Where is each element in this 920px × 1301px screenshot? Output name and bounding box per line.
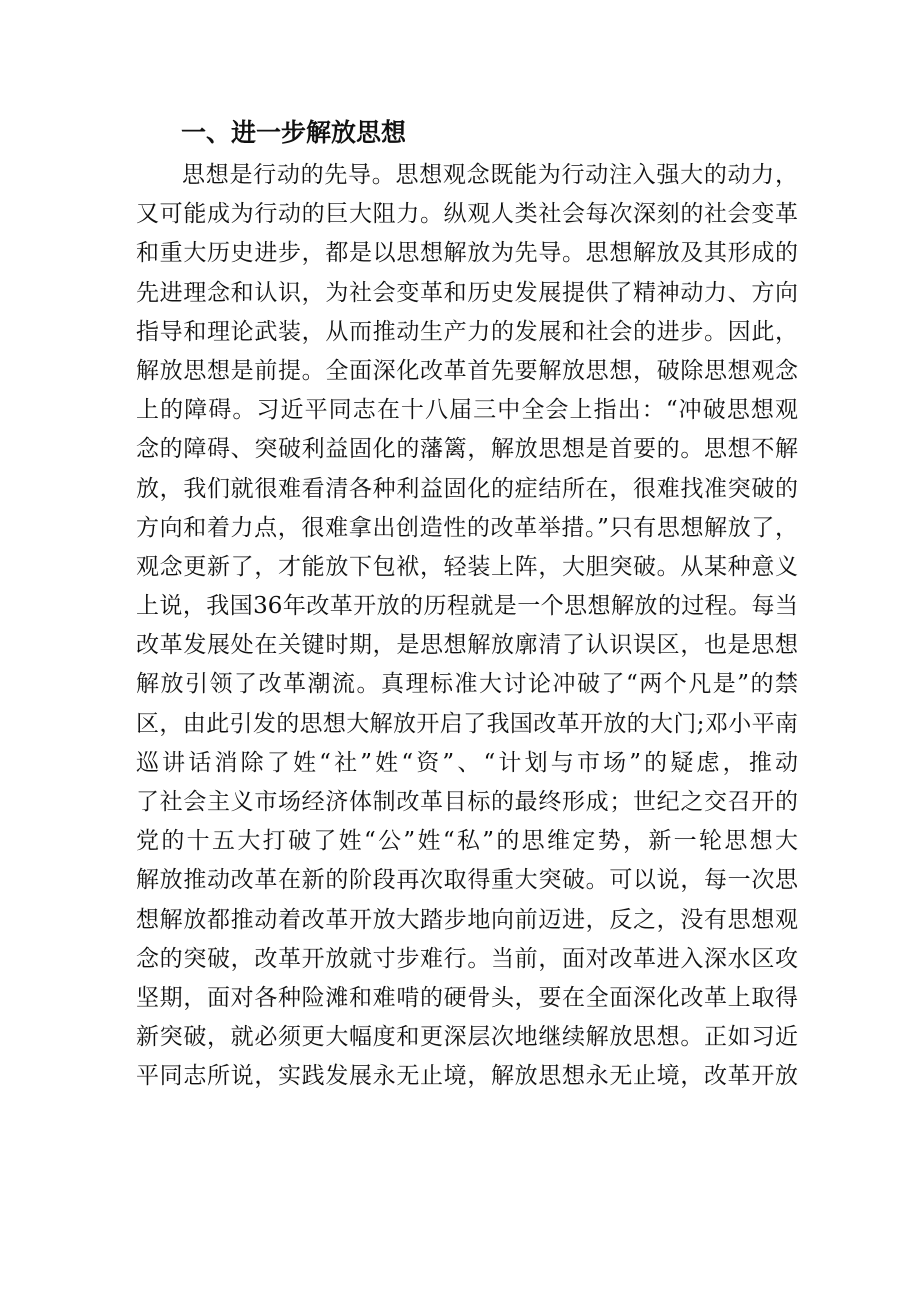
text-line: 观念更新了，才能放下包袱，轻装上阵，大胆突破。从某种意义 [136,553,798,580]
text-line: 思想是行动的先导。思想观念既能为行动注入强大的动力， [182,162,798,188]
text-line: 解放推动改革在新的阶段再次取得重大突破。可以说，每一次思 [136,867,798,894]
text-line: 念的障碍、突破利益固化的藩篱，解放思想是首要的。思想不解 [136,436,798,463]
text-line: 放，我们就很难看清各种利益固化的症结所在，很难找准突破的 [136,475,798,502]
text-line: 念的突破，改革开放就寸步难行。当前，面对改革进入深水区攻 [136,945,798,972]
text-line: 党的十五大打破了姓“公”姓“私”的思维定势，新一轮思想大 [136,828,798,855]
text-line: 和重大历史进步，都是以思想解放为先导。思想解放及其形成的 [136,240,798,267]
text-line: 先进理念和认识，为社会变革和历史发展提供了精神动力、方向 [136,279,798,306]
text-line: 巡讲话消除了姓“社”姓“资”、“计划与市场”的疑虑，推动 [136,749,798,776]
body-paragraph [136,156,798,1097]
text-line: 区，由此引发的思想大解放开启了我国改革开放的大门;邓小平南 [136,710,798,737]
text-line: 想解放都推动着改革开放大踏步地向前迈进，反之，没有思想观 [136,906,798,933]
text-line: 上的障碍。习近平同志在十八届三中全会上指出：“冲破思想观 [136,397,798,424]
text-line: 新突破，就必须更大幅度和更深层次地继续解放思想。正如习近 [136,1024,798,1051]
text-line: 了社会主义市场经济体制改革目标的最终形成；世纪之交召开的 [136,789,798,815]
text-line: 改革发展处在关键时期，是思想解放廓清了认识误区，也是思想 [136,632,798,659]
text-line: 上说，我国36年改革开放的历程就是一个思想解放的过程。每当 [136,593,798,620]
text-line: 解放引领了改革潮流。真理标准大讨论冲破了“两个凡是”的禁 [136,671,798,698]
text-line: 解放思想是前提。全面深化改革首先要解放思想，破除思想观念 [136,357,798,384]
text-line: 方向和着力点，很难拿出创造性的改革举措。”只有思想解放了， [136,514,798,541]
text-line: 又可能成为行动的巨大阻力。纵观人类社会每次深刻的社会变革 [136,201,798,228]
text-line: 指导和理论武装，从而推动生产力的发展和社会的进步。因此， [136,318,798,345]
section-heading: 一、进一步解放思想 [181,118,407,147]
text-line: 平同志所说，实践发展永无止境，解放思想永无止境，改革开放 [136,1063,798,1090]
text-line: 坚期，面对各种险滩和难啃的硬骨头，要在全面深化改革上取得 [136,984,798,1011]
